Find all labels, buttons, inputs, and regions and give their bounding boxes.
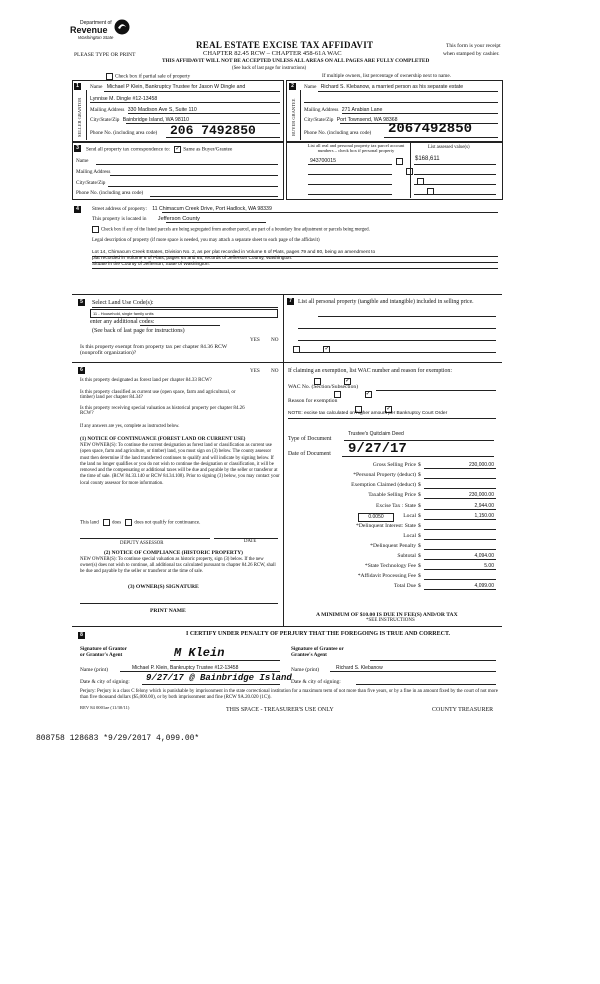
calc-row-label: *Delinquent Interest: State [356, 523, 416, 529]
exemption-note[interactable]: NOTE: excise tax calculated on higher amount per Bankruptcy Court Order [288, 411, 448, 416]
no-header-6: NO [271, 368, 279, 374]
rev-number: REV 84 0001ae (11/30/11) [80, 705, 130, 710]
grantor-name[interactable]: Michael P. Klein, Bankruptcy Trustee #12-13458 [132, 665, 239, 671]
calc-row-dollar: $ [418, 523, 421, 529]
grantee-sig-label: Signature of Grantee or Grantee's Agent [291, 646, 344, 658]
buyer-side-label: BUYER GRANTEE [291, 98, 296, 136]
calc-row-dollar: $ [418, 533, 421, 539]
deputy-assessor-label: DEPUTY ASSESSOR [120, 541, 164, 546]
calc-row-value[interactable]: 2,944.00 [474, 503, 494, 509]
logo-line3: Washington State [78, 35, 114, 40]
seller-name-row: Name Michael P Klein, Bankruptcy Trustee for Jason W Dingle and [90, 84, 246, 90]
calc-row-label: Local [403, 533, 416, 539]
grantee-name-label: Name (print) [291, 667, 319, 673]
parcel-personal-checkbox-1[interactable] [396, 158, 403, 165]
land-use-select[interactable] [90, 309, 278, 318]
current-use-no-checkbox[interactable] [365, 391, 372, 398]
segregated-label: Check box if any of the listed parcels are being segregated from another parcel, are part of a boundary line adjustment or parcels being merged. [101, 227, 370, 233]
calc-row-value[interactable]: 1,150.00 [474, 513, 494, 519]
partial-sale-row[interactable] [106, 73, 190, 80]
logo-line2: Revenue [70, 25, 108, 35]
buyer-name[interactable]: Richard S. Klebanow, a married person as his separate estate [320, 84, 464, 90]
assessed-header: List assessed value(s) [428, 145, 470, 150]
calc-row-dollar: $ [418, 543, 421, 549]
assessor-date-label: DATE [244, 539, 257, 544]
calc-row-dollar: $ [418, 583, 421, 589]
receipt-note-2: when stamped by cashier. [443, 51, 500, 57]
seller-name-2[interactable]: Lynnise M. Dingle #12-13458 [90, 96, 158, 102]
land-use-see-back: (See back of last page for instructions) [92, 328, 185, 334]
grantor-name-label: Name (print) [80, 667, 108, 673]
if-yes-note: If any answers are yes, complete as instructed below. [80, 424, 180, 429]
legal-line-2[interactable]: plat recorded in Volume 6 of Plats, pages 64 and 65, records of Jefferson County, Washington. [92, 256, 293, 261]
tax-corr-name-label: Name [76, 158, 89, 164]
buyer-phone[interactable]: 2067492850 [388, 121, 473, 137]
partial-sale-label: Check box if partial sale of property [115, 73, 191, 80]
calc-row-label: Local [403, 513, 416, 519]
notice-continuance-body: NEW OWNER(S): To continue the current designation as forest land or classification as current use (open space, farm and agriculture, or timber) land, you must sign on (3) below. The county assessor must then determine if the land transferred continues to qualify and will indicate by signing below. If the land no longer qualifies or you do not wish to continue the designation or classification, it will be removed and the compensating or additional taxes will be due and payable by the seller or transferor at the time of sale. (RCW 84.33.140 or RCW 84.34.108). Prior to signing (3) below, you may contact your local county assessor for more information. [80, 443, 280, 486]
legal-label: Legal description of property (if more space is needed, you may attach a separate sheet to each page of the affidavit) [92, 238, 320, 243]
dor-logo [70, 20, 140, 48]
section-4-number: 4 [74, 206, 81, 213]
calc-row-value[interactable]: 230,000.00 [468, 462, 494, 468]
legal-line-1[interactable]: Lot 14, Chimacum Creek Estates, Division No. 2, as per plat recorded in Volume 6 of Plats, pages 79 and 80, being an amendment to [92, 250, 376, 255]
seller-phone-row: Phone No. (including area code) [90, 130, 158, 136]
tax-corr-mailing-label: Mailing Address [76, 169, 111, 175]
county-treasurer: COUNTY TREASURER [432, 707, 494, 713]
buyer-city-row: City/State/Zip Port Townsend, WA 98368 [304, 117, 398, 123]
calc-row-dollar: $ [418, 482, 421, 488]
calc-row-label: *Delinquent Penalty [370, 543, 416, 549]
assessed-value[interactable]: $168,611 [415, 156, 440, 162]
section-2-number: 2 [289, 83, 296, 90]
buyer-mailing[interactable]: 271 Arabian Lane [341, 107, 383, 113]
grantor-date-label: Date & city of signing: [80, 679, 130, 685]
forest-question: Is this property designated as forest land per chapter 84.33 RCW? [80, 378, 212, 383]
segregated-checkbox[interactable] [92, 226, 99, 233]
logo-swirl-icon [113, 18, 131, 36]
additional-codes-label: enter any additional codes: [90, 319, 155, 325]
calc-row-value[interactable]: 4,099.00 [474, 583, 494, 589]
grantor-sig-label: Signature of Grantor or Grantor's Agent [80, 646, 127, 658]
calc-row-label: Gross Selling Price [372, 462, 416, 468]
calc-row-label: Exemption Claimed (deduct) [351, 482, 416, 488]
same-as-buyer-checkbox[interactable] [174, 146, 181, 153]
section-3-number: 3 [74, 145, 81, 152]
parcel-personal-checkbox-2[interactable] [406, 168, 413, 175]
tax-corr-label: Send all property tax correspondence to: ✓ Same as Buyer/Grantee [86, 146, 232, 153]
section-8-number: 8 [78, 632, 85, 639]
seller-mailing[interactable]: 330 Madison Ave S, Suite 110 [127, 107, 197, 113]
calc-row-dollar: $ [418, 513, 421, 519]
calc-row-label: *Affidavit Processing Fee [357, 573, 416, 579]
wac-label: WAC No. (Section/Subsection) [288, 384, 359, 390]
local-rate-box[interactable]: 0.0050 [358, 513, 394, 522]
calc-row-value[interactable]: 4,094.00 [474, 553, 494, 559]
calc-row-value[interactable]: 230,000.00 [468, 492, 494, 498]
seller-city[interactable]: Bainbridge Island, WA 98110 [122, 117, 190, 123]
calc-row-label: Total Due [393, 583, 416, 589]
form-chapter: CHAPTER 82.45 RCW – CHAPTER 458-61A WAC [203, 50, 342, 57]
calc-row-dollar: $ [418, 492, 421, 498]
multiple-owners-note: If multiple owners, list percentage of ownership next to name. [322, 73, 451, 79]
tax-corr-phone-label: Phone No. (including area code) [76, 190, 144, 196]
please-type: PLEASE TYPE OR PRINT [74, 52, 136, 58]
calc-row-label: *State Technology Fee [364, 563, 416, 569]
property-street[interactable]: 11 Chimacum Creek Drive, Port Hadlock, WA 98339 [152, 206, 272, 212]
see-back-note: (See back of last page for instructions) [232, 66, 307, 71]
land-use-code: 11 - Household, single family units [93, 311, 154, 316]
land-does-checkbox[interactable] [103, 519, 110, 526]
located-in-row: This property is located in Jefferson County [92, 216, 200, 222]
same-as-buyer-label: Same as Buyer/Grantee [183, 146, 233, 153]
calc-row-dollar: $ [418, 462, 421, 468]
seller-mailing-row: Mailing Address 330 Madison Ave S, Suite 110 [90, 107, 197, 113]
historic-question: Is this property receiving special valuation as historical property per chapter 84.26 RCW? [80, 406, 245, 416]
buyer-name-row: Name Richard S. Klebanow, a married person as his separate estate [304, 84, 464, 90]
legal-line-3[interactable]: Situate in the County of Jefferson, State of Washington. [92, 262, 210, 267]
logo-line1: Department of [80, 20, 112, 26]
parcel-personal-checkbox-4[interactable] [427, 188, 434, 195]
calc-row-label: Excise Tax : State [375, 503, 416, 509]
section-1-number: 1 [74, 83, 81, 90]
yes-header-5: YES [250, 337, 260, 343]
document-type[interactable]: Trustee's Quitclaim Deed [348, 431, 404, 437]
calc-row-dollar: $ [418, 563, 421, 569]
grantor-signature[interactable]: M Klein [174, 646, 225, 660]
land-use-label: Select Land Use Code(s): [92, 300, 154, 306]
segregated-row[interactable] [92, 226, 370, 233]
receipt-note-1: This form is your receipt [446, 43, 501, 49]
calc-row-label: *Personal Property (deduct) [353, 472, 416, 478]
buyer-mailing-row: Mailing Address 271 Arabian Lane [304, 107, 383, 113]
owner-signature-label: (3) OWNER(S) SIGNATURE [128, 584, 199, 590]
perjury-note: Perjury: Perjury is a class C felony which is punishable by imprisonment in the state correctional institution for a maximum term of not more than five years, or by a fine in an amount fixed by the court of not more than five thousand dollars ($5,000.00), or by both imprisonment and fine (RCW 9A.20.020 (1C)). [80, 689, 498, 700]
section-7-number: 7 [287, 298, 294, 305]
notice-compliance-title: (2) NOTICE OF COMPLIANCE (HISTORIC PROPERTY) [104, 550, 243, 556]
exempt-question: Is this property exempt from property tax per chapter 84.36 RCW (nonprofit organization)? [80, 344, 228, 356]
buyer-city[interactable]: Port Townsend, WA 98368 [336, 117, 398, 123]
treasurer-stamp: 808758 128683 *9/29/2017 4,099.00* [36, 734, 200, 743]
tax-corr-city-label: City/State/Zip [76, 180, 106, 186]
parcel-number[interactable]: 943700015 [310, 158, 336, 164]
not-accepted-notice: THIS AFFIDAVIT WILL NOT BE ACCEPTED UNLESS ALL AREAS ON ALL PAGES ARE FULLY COMPLETED [162, 58, 430, 64]
current-use-question: Is this property classified as current use (open space, farm and agricultural, or timber) land per chapter 84.34? [80, 390, 236, 400]
grantor-date-city[interactable]: 9/27/17 @ Bainbridge Island [146, 673, 292, 683]
grantee-name[interactable]: Richard S. Klebanow [336, 665, 383, 671]
calc-row-value[interactable]: 5.00 [484, 563, 494, 569]
yes-header-6: YES [250, 368, 260, 374]
calc-row-dollar: $ [418, 553, 421, 559]
reason-label: Reason for exemption [288, 398, 338, 404]
calc-row-label: Subtotal [397, 553, 416, 559]
seller-name[interactable]: Michael P Klein, Bankruptcy Trustee for Jason W Dingle and [106, 84, 246, 90]
print-name-label: PRINT NAME [150, 608, 186, 614]
minimum-due-note: A MINIMUM OF $10.00 IS DUE IN FEE(S) AND/OR TAX [316, 612, 458, 618]
partial-sale-checkbox[interactable] [106, 73, 113, 80]
current-use-yes-checkbox[interactable] [334, 391, 341, 398]
seller-side-label: SELLER GRANTOR [77, 97, 82, 137]
notice-compliance-body: NEW OWNER(S): To continue special valuation as historic property, sign (3) below. If the new owner(s) does not wish to continue, all additional tax calculated pursuant to chapter 84.26 RCW, shall be due and payable by the seller or transferor at the time of sale. [80, 557, 276, 574]
notice-continuance-title: (1) NOTICE OF CONTINUANCE (FOREST LAND OR CURRENT USE) [80, 436, 246, 442]
certify-statement: I CERTIFY UNDER PENALTY OF PERJURY THAT THE FOREGOING IS TRUE AND CORRECT. [186, 631, 451, 637]
section-5-number: 5 [78, 299, 85, 306]
no-header-5: NO [271, 337, 279, 343]
calc-row-dollar: $ [418, 573, 421, 579]
land-qualify-row: This land does does not qualify for continuance. [80, 520, 201, 526]
property-county[interactable]: Jefferson County [157, 216, 200, 222]
treasurer-use: THIS SPACE - TREASURER'S USE ONLY [226, 707, 334, 713]
document-type-row: Type of Document [288, 436, 332, 442]
buyer-phone-row: Phone No. (including area code) [304, 130, 372, 136]
parcels-header: List all real and personal property tax parcel account numbers – check box if personal property [307, 143, 405, 153]
document-date[interactable]: 9/27/17 [348, 441, 407, 457]
see-instructions-note: *SEE INSTRUCTIONS [366, 618, 415, 623]
parcel-personal-checkbox-3[interactable] [417, 178, 424, 185]
calc-row-dollar: $ [418, 472, 421, 478]
land-does-not-checkbox[interactable] [125, 519, 132, 526]
seller-city-row: City/State/Zip Bainbridge Island, WA 98110 [90, 117, 190, 123]
personal-property-label: List all personal property (tangible and intangible) included in selling price. [298, 299, 474, 305]
calc-row-label: Taxable Selling Price [368, 492, 416, 498]
section-6-number: 6 [78, 367, 85, 374]
grantee-date-label: Date & city of signing: [291, 679, 341, 685]
calc-row-dollar: $ [418, 503, 421, 509]
street-row: Street address of property: 11 Chimacum Creek Drive, Port Hadlock, WA 98339 [92, 206, 272, 212]
document-date-label: Date of Document [288, 451, 331, 457]
form-title: REAL ESTATE EXCISE TAX AFFIDAVIT [196, 40, 374, 50]
claiming-exemption: If claiming an exemption, list WAC number and reason for exemption: [288, 368, 452, 374]
seller-phone[interactable]: 206 7492850 [170, 123, 256, 138]
